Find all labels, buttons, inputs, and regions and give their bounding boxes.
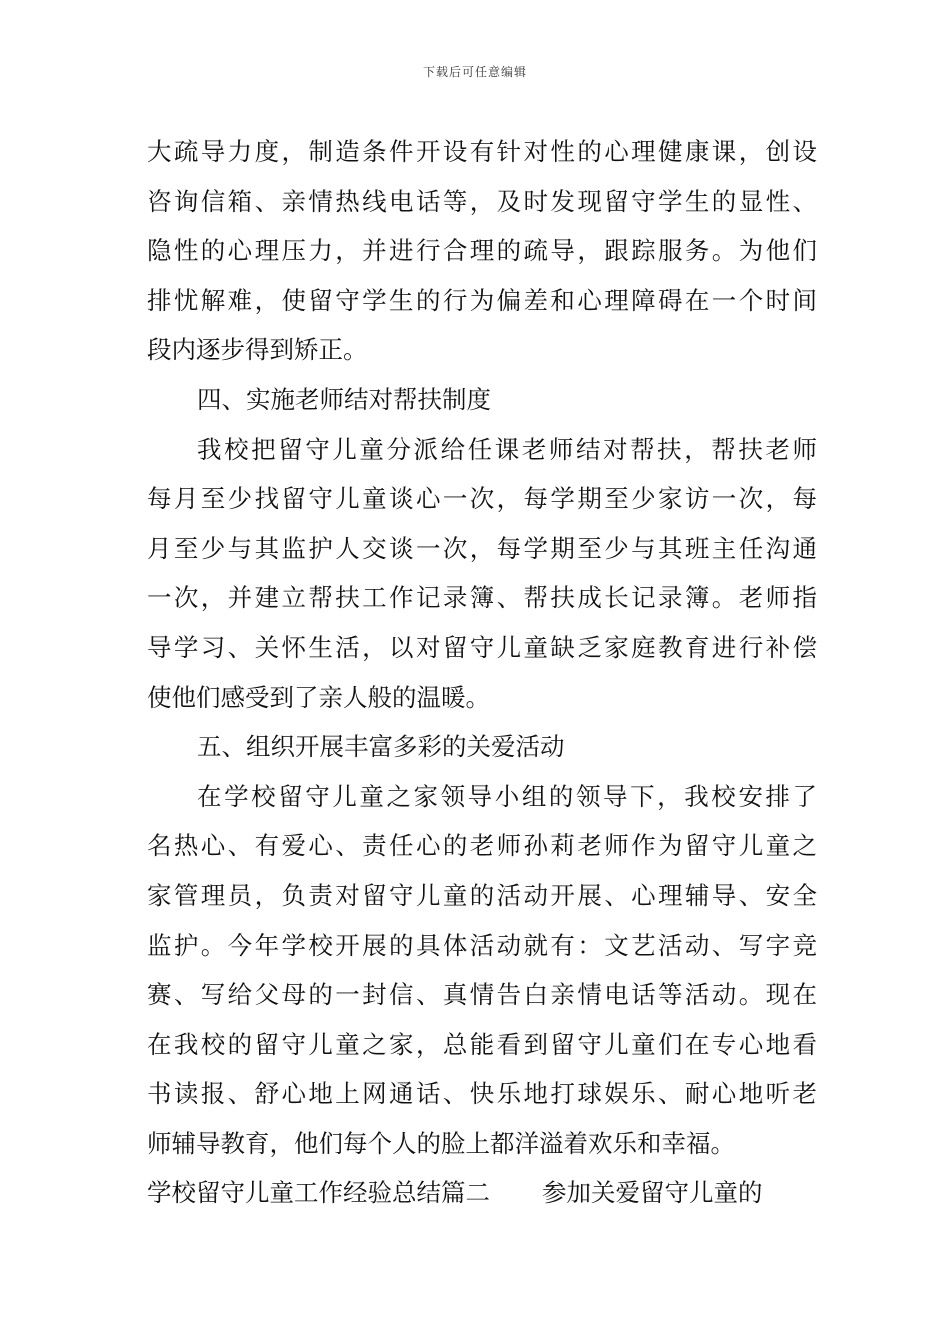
text-line: 月至少与其监护人交谈一次，每学期至少与其班主任沟通	[147, 533, 817, 563]
text-line: 我校把留守儿童分派给任课老师结对帮扶，帮扶老师	[197, 434, 817, 464]
text-line: 师辅导教育，他们每个人的脸上都洋溢着欢乐和幸福。	[147, 1128, 735, 1158]
text-line: 书读报、舒心地上网通话、快乐地打球娱乐、耐心地听老	[147, 1079, 817, 1109]
text-line: 名热心、有爱心、责任心的老师孙莉老师作为留守儿童之	[147, 831, 817, 861]
text-line: 大疏导力度，制造条件开设有针对性的心理健康课，创设	[147, 137, 817, 166]
text-line: 隐性的心理压力，并进行合理的疏导，跟踪服务。为他们	[147, 236, 817, 266]
text-line: 导学习、关怀生活，以对留守儿童缺乏家庭教育进行补偿	[147, 632, 817, 662]
text-line: 监护。今年学校开展的具体活动就有：文艺活动、写字竞	[147, 930, 817, 960]
text-line: 在学校留守儿童之家领导小组的领导下，我校安排了	[197, 781, 817, 811]
text-line: 咨询信箱、亲情热线电话等，及时发现留守学生的显性、	[147, 186, 817, 216]
text-line: 每月至少找留守儿童谈心一次，每学期至少家访一次，每	[147, 484, 817, 514]
article-title: 学校留守儿童工作经验总结篇二	[147, 1178, 490, 1208]
text-line: 家管理员，负责对留守儿童的活动开展、心理辅导、安全	[147, 880, 817, 910]
text-line: 一次，并建立帮扶工作记录簿、帮扶成长记录簿。老师指	[147, 583, 817, 613]
text-line: 使他们感受到了亲人般的温暖。	[147, 682, 490, 712]
section-heading: 四、实施老师结对帮扶制度	[197, 384, 491, 414]
article-continuation: 参加关爱留守儿童的	[542, 1178, 763, 1208]
section-heading: 五、组织开展丰富多彩的关爱活动	[197, 732, 565, 762]
text-line: 赛、写给父母的一封信、真情告白亲情电话等活动。现在	[147, 980, 817, 1010]
text-line: 排忧解难，使留守学生的行为偏差和心理障碍在一个时间	[147, 285, 817, 315]
article-title-line	[147, 1168, 817, 1218]
text-line: 在我校的留守儿童之家，总能看到留守儿童们在专心地看	[147, 1029, 817, 1059]
text-line: 段内逐步得到矫正。	[147, 335, 368, 365]
document-body	[147, 127, 817, 1218]
page-header: 下载后可任意编辑	[422, 65, 527, 79]
